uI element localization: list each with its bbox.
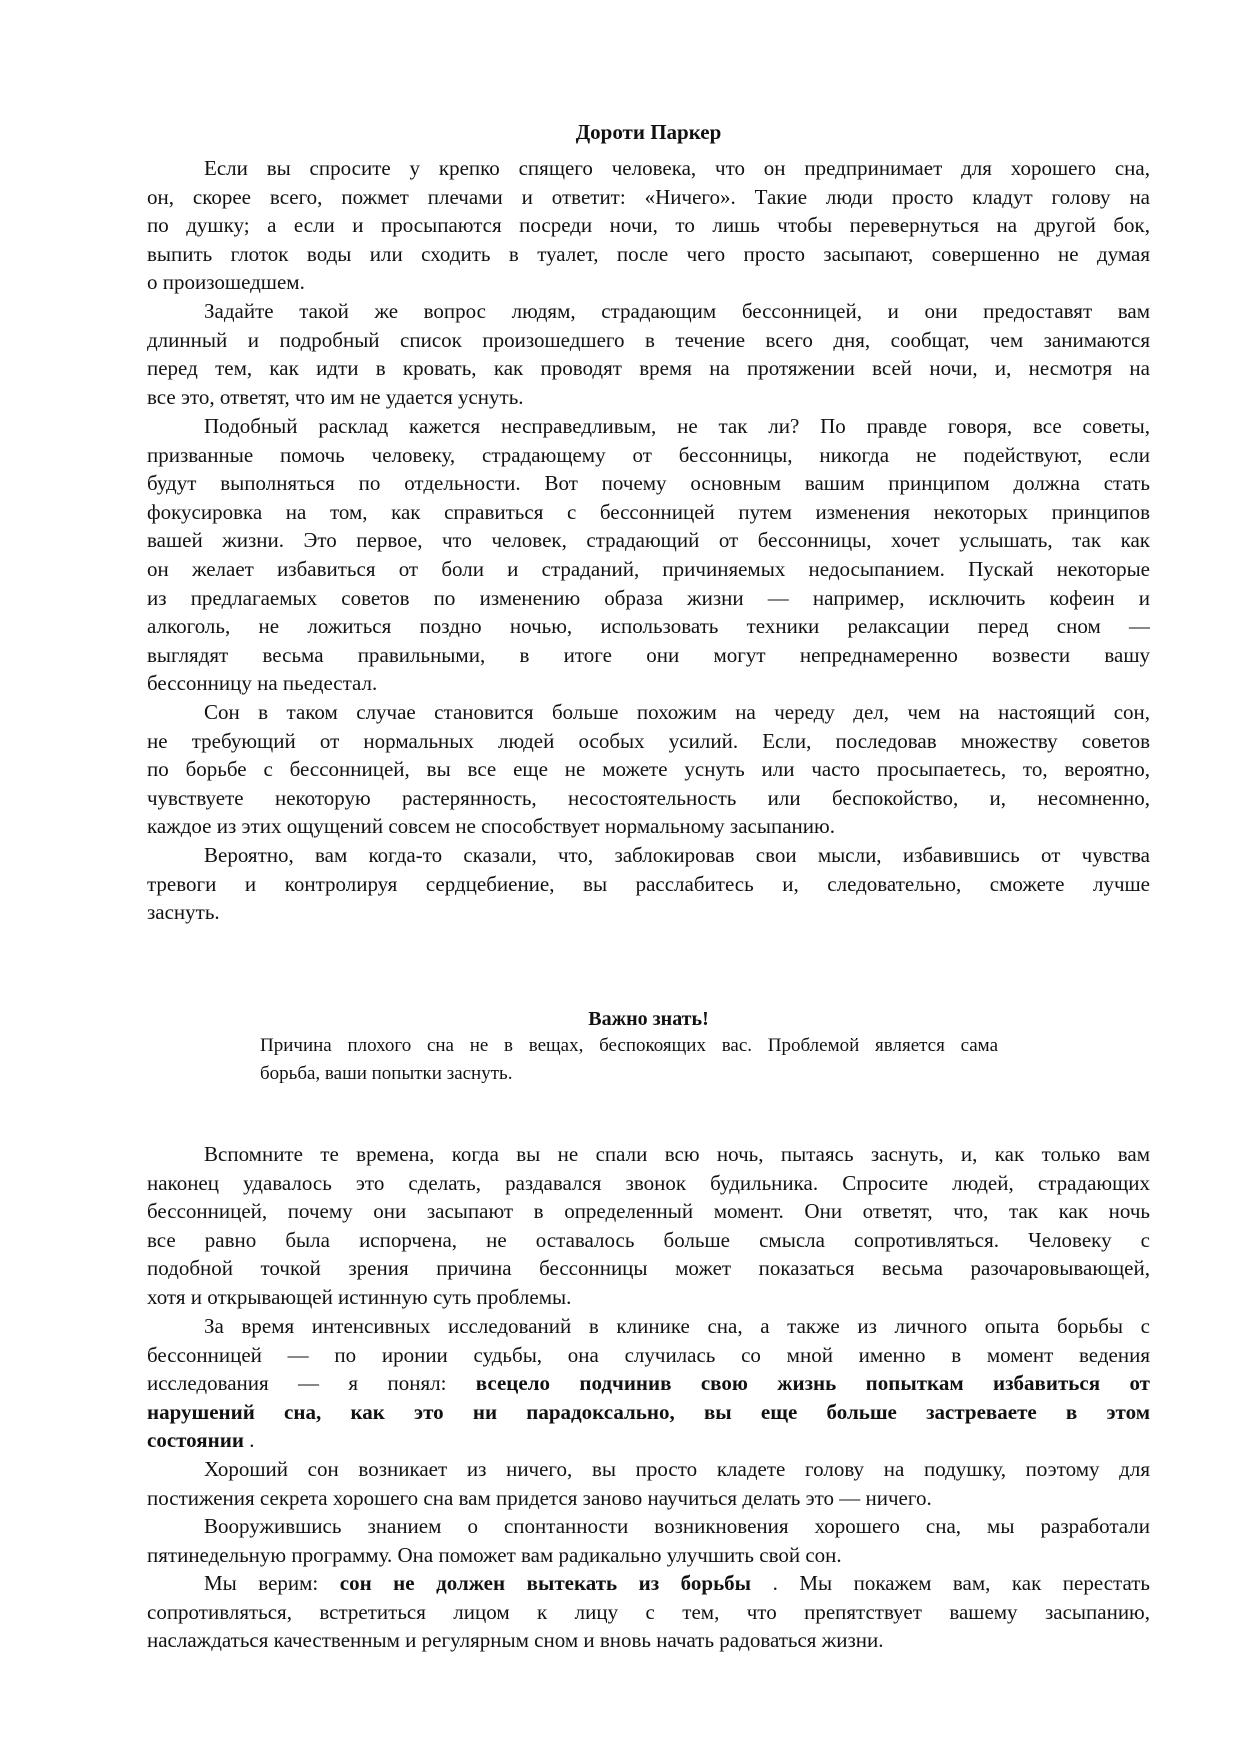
text-line: он, скорее всего, пожмет плечами и ответит: «Ничего». Такие люди просто кладут голову на [147,184,1150,209]
callout-line: Причина плохого сна не в вещах, беспокоящих вас. Проблемой является сама [260,1035,998,1056]
paragraph [147,1569,1150,1655]
text-line: бессонницей — по иронии судьбы, она случилась со мной именно в момент ведения [147,1342,1150,1367]
text-line: из предлагаемых советов по изменению образа жизни — например, исключить кофеин и [147,585,1150,610]
paragraph [147,1512,1150,1569]
paragraph [147,698,1150,841]
plain-text: . Мы покажем вам, как перестать [751,1571,1150,1595]
emphasis-text: сон не должен вытекать из борьбы [339,1571,752,1595]
text-line: будут выполняться по отдельности. Вот почему основным вашим принципом должна стать [147,471,1150,496]
text-line: по душку; а если и просыпаются посреди ночи, то лишь чтобы перевернуться на другой бок, [147,213,1150,238]
text-line: тревоги и контролируя сердцебиение, вы расслабитесь и, следовательно, сможете лучше [147,871,1150,896]
text-line [147,1426,1150,1455]
paragraph [147,412,1150,698]
emphasis-text: состоянии [147,1428,244,1453]
paragraph [147,1140,1150,1312]
text-line: постижения секрета хорошего сна вам придется заново научиться делать это — ничего. [147,1485,932,1510]
text-line: Подобный расклад кажется несправедливым, не так ли? По правде говоря, все советы, [204,414,1150,438]
paragraph [147,1312,1150,1455]
paragraph [147,1455,1150,1512]
text-line: наконец удавалось это сделать, раздавался звонок будильника. Спросите людей, страдающих [147,1170,1150,1195]
paragraph [147,841,1150,927]
emphasis-line: нарушений сна, как это ни парадоксально, вы еще больше застреваете в этом [147,1399,1150,1424]
text-line: сопротивляться, встретиться лицом к лицу с тем, что препятствует вашему засыпанию, [147,1599,1150,1624]
text-line: За время интенсивных исследований в клинике сна, а также из личного опыта борьбы с [204,1314,1150,1338]
text-line: он желает избавиться от боли и страданий, причиняемых недосыпанием. Пускай некоторые [147,556,1150,581]
text-line: по борьбе с бессонницей, вы все еще не можете уснуть или часто просыпаетесь, то, вероятно, [147,757,1150,782]
text-line: подобной точкой зрения причина бессонницы может показаться весьма разочаровывающей, [147,1256,1150,1281]
text-line: заснуть. [147,900,220,925]
callout-line: борьба, ваши попытки заснуть. [260,1063,513,1084]
text-line: бессонницей, почему они засыпают в определенный момент. Они ответят, что, так как ночь [147,1199,1150,1224]
text-line: хотя и открывающей истинную суть проблемы. [147,1284,572,1309]
text-line: алкоголь, не ложиться поздно ночью, использовать техники релаксации перед сном — [147,614,1150,639]
plain-text: Мы верим: [204,1571,340,1595]
text-line: все это, ответят, что им не удается уснуть. [147,384,524,409]
text-line: Вспомните те времена, когда вы не спали всю ночь, пытаясь заснуть, и, как только вам [204,1142,1150,1166]
text-line: не требующий от нормальных людей особых усилий. Если, последовав множеству советов [147,728,1150,753]
text-line: Хороший сон возникает из ничего, вы просто кладете голову на подушку, поэтому для [204,1457,1150,1481]
emphasis-text: всецело подчинив свою жизнь попыткам избавиться от [475,1371,1150,1396]
text-line: Вероятно, вам когда-то сказали, что, заблокировав свои мысли, избавившись от чувства [204,843,1150,867]
text-line: перед тем, как идти в кровать, как проводят время на протяжении всей ночи, и, несмотря на [147,356,1150,381]
author-heading: Дороти Паркер [575,120,722,144]
text-line: пятинедельную программу. Она поможет вам радикально улучшить свой сон. [147,1542,842,1567]
text-line: Задайте такой же вопрос людям, страдающим бессонницей, и они предоставят вам [204,299,1150,323]
text-line: вашей жизни. Это первое, что человек, страдающий от бессонницы, хочет услышать, так как [147,528,1150,553]
paragraph [147,154,1150,297]
text-line: призванные помочь человеку, страдающему от бессонницы, никогда не подействуют, если [147,442,1150,467]
text-line: выпить глоток воды или сходить в туалет, после чего просто засыпают, совершенно не думая [147,241,1150,266]
text-line: Вооружившись знанием о спонтанности возникновения хорошего сна, мы разработали [204,1514,1150,1538]
text-line: бессонницу на пьедестал. [147,671,378,696]
plain-text: исследования — я понял: [147,1371,476,1396]
paragraph [147,297,1150,411]
important-callout [260,1032,998,1088]
plain-text: . [243,1428,255,1453]
text-line: чувствуете некоторую растерянность, несостоятельность или беспокойство, и, несомненно, [147,785,1150,810]
text-line: Сон в таком случае становится больше похожим на череду дел, чем на настоящий сон, [204,700,1150,724]
text-line: каждое из этих ощущений совсем не способствует нормальному засыпанию. [147,814,835,839]
text-line: длинный и подробный список произошедшего в течение всего дня, сообщат, чем занимаются [147,327,1150,352]
important-heading: Важно знать! [588,1008,709,1030]
text-line: наслаждаться качественным и регулярным сном и вновь начать радоваться жизни. [147,1628,884,1653]
text-line: Если вы спросите у крепко спящего человека, что он предпринимает для хорошего сна, [204,156,1150,180]
text-line: выглядят весьма правильными, в итоге они могут непреднамеренно возвести вашу [147,642,1150,667]
text-line [147,1369,1150,1398]
text-line: о произошедшем. [147,270,305,295]
text-line: все равно была испорчена, не оставалось больше смысла сопротивляться. Человеку с [147,1227,1150,1252]
text-line: фокусировка на том, как справиться с бессонницей путем изменения некоторых принципов [147,499,1150,524]
text-line [147,1569,1150,1598]
